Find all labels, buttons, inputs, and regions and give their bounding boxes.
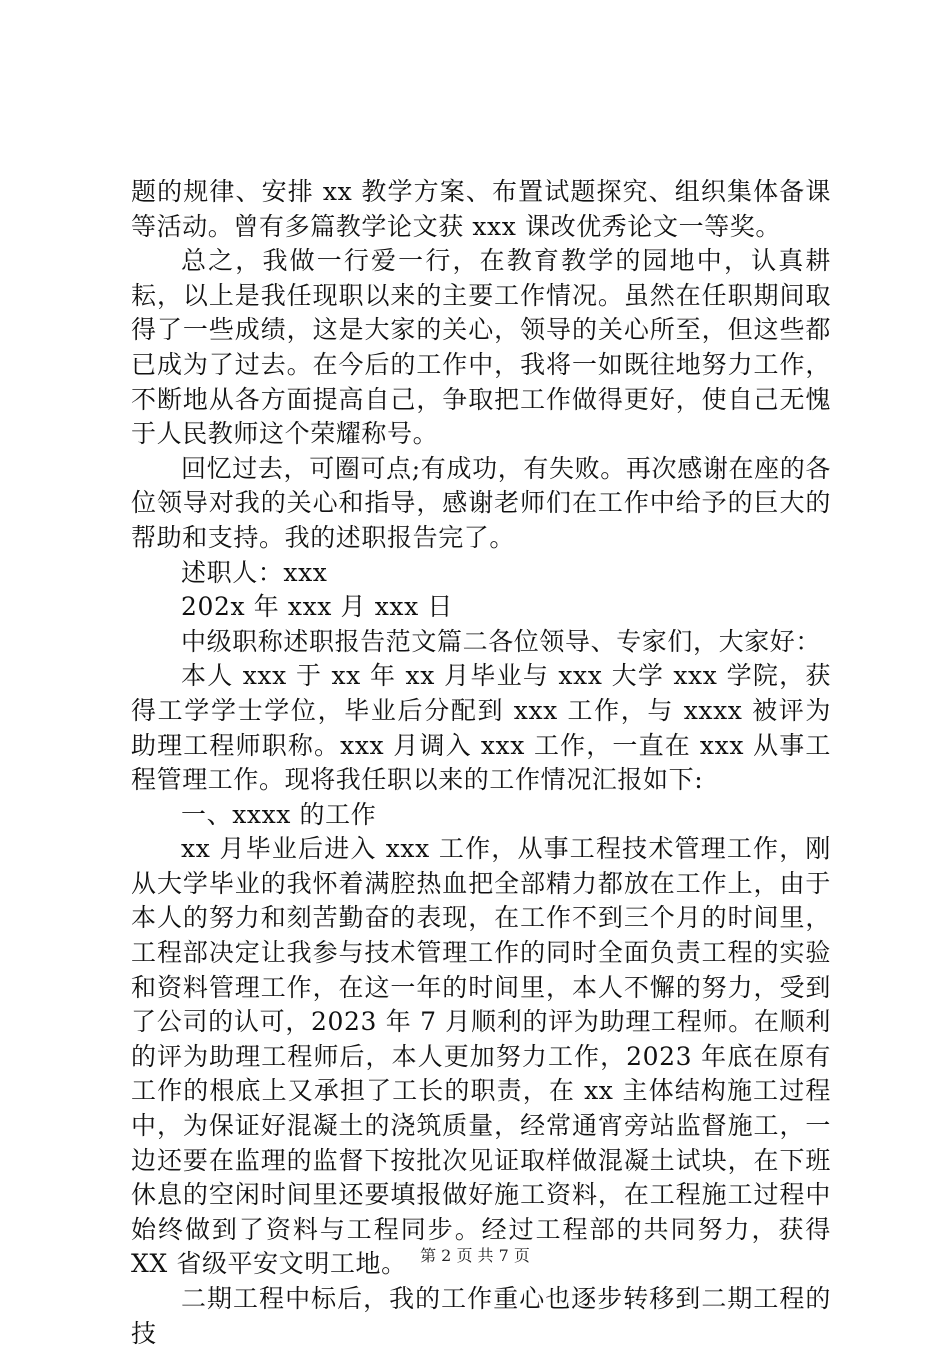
- signature-line: 述职人：xxx: [181, 557, 328, 587]
- paragraph-reflection: 回忆过去，可圈可点;有成功，有失败。再次感谢在座的各位领导对我的关心和指导，感谢老师们在工作中给予的巨大的帮助和支持。我的述职报告完了。: [131, 453, 831, 552]
- section-heading-sample-two: 中级职称述职报告范文篇二各位领导、专家们，大家好：: [181, 626, 822, 656]
- date-line: 202x 年 xxx 月 xxx 日: [181, 592, 453, 622]
- subheading-work: 一、xxxx 的工作: [181, 799, 377, 829]
- page-number-footer: 第 2 页 共 7 页: [420, 1246, 530, 1265]
- paragraph-introduction: 本人 xxx 于 xx 年 xx 月毕业与 xxx 大学 xxx 学院，获得工学学士学位，毕业后分配到 xxx 工作，与 xxxx 被评为助理工程师职称。xxx 月调入 xxx 工作，一直在 xxx 从事工程管理工作。现将我任职以来的工作情况汇报如下:: [131, 661, 831, 795]
- paragraph-summary: 总之，我做一行爱一行，在教育教学的园地中，认真耕耘，以上是我任现职以来的主要工作情况。虽然在任职期间取得了一些成绩，这是大家的关心，领导的关心所至，但这些都已成为了过去。在今后的工作中，我将一如既往地努力工作，不断地从各方面提高自己，争取把工作做得更好，使自己无愧于人民教师这个荣耀称号。: [131, 246, 831, 449]
- paragraph-continuation: 题的规律、安排 xx 教学方案、布置试题探究、组织集体备课等活动。曾有多篇教学论文获 xxx 课改优秀论文一等奖。: [131, 177, 831, 241]
- document-body: [131, 175, 831, 1351]
- paragraph-work-details: xx 月毕业后进入 xxx 工作，从事工程技术管理工作，刚从大学毕业的我怀着满腔热血把全部精力都放在工作上，由于本人的努力和刻苦勤奋的表现，在工作不到三个月的时间里，工程部决定让我参与技术管理工作的同时全面负责工程的实验和资料管理工作，在这一年的时间里，本人不懈的努力，受到了公司的认可，2023 年 7 月顺利的评为助理工程师。在顺利的评为助理工程师后，本人更加努力工作，2023 年底在原有工作的根底上又承担了工长的职责，在 xx 主体结构施工过程中，为保证好混凝土的浇筑质量，经常通宵旁站监督施工，一边还要在监理的监督下按批次见证取样做混凝土试块，在下班休息的空闲时间里还要填报做好施工资料，在工程施工过程中始终做到了资料与工程同步。经过工程部的共同努力，获得 XX 省级平安文明工地。: [131, 834, 831, 1279]
- paragraph-phase-two: 二期工程中标后，我的工作重心也逐步转移到二期工程的技: [131, 1284, 831, 1348]
